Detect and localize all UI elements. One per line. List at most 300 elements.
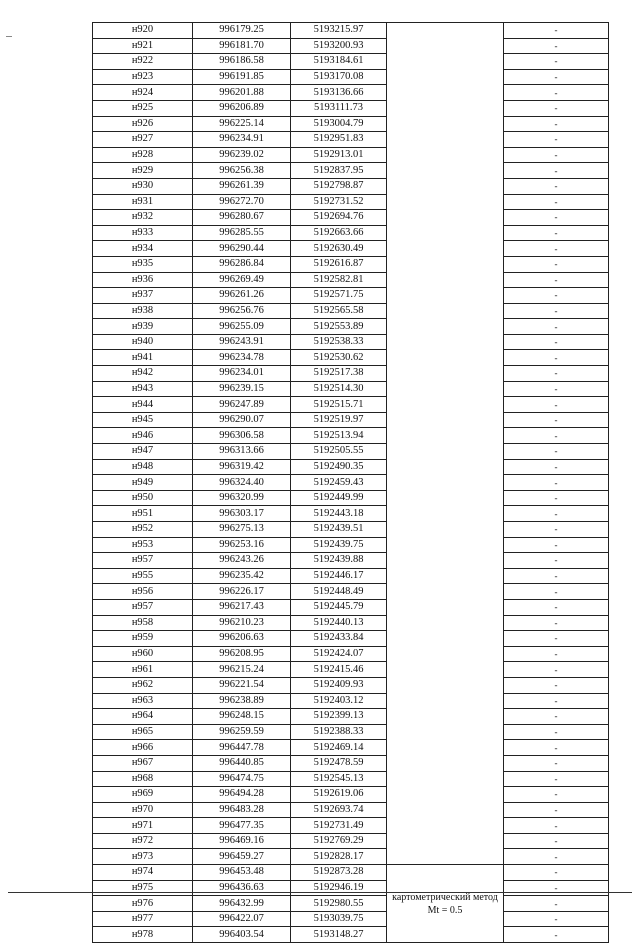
y-coordinate-cell: 5192530.62 bbox=[291, 350, 387, 366]
x-coordinate-cell: 996206.89 bbox=[193, 100, 291, 116]
y-coordinate-cell: 5192415.46 bbox=[291, 662, 387, 678]
y-coordinate-cell: 5192913.01 bbox=[291, 147, 387, 163]
y-coordinate-cell: 5192445.79 bbox=[291, 599, 387, 615]
y-coordinate-cell: 5192693.74 bbox=[291, 802, 387, 818]
x-coordinate-cell: 996477.35 bbox=[193, 818, 291, 834]
blank-cell bbox=[387, 568, 504, 584]
x-coordinate-cell: 996217.43 bbox=[193, 599, 291, 615]
x-coordinate-cell: 996306.58 bbox=[193, 428, 291, 444]
y-coordinate-cell: 5192514.30 bbox=[291, 381, 387, 397]
y-coordinate-cell: 5192571.75 bbox=[291, 288, 387, 304]
table-row bbox=[93, 724, 609, 740]
table-row bbox=[93, 911, 609, 927]
x-coordinate-cell: 996285.55 bbox=[193, 225, 291, 241]
x-coordinate-cell: 996286.84 bbox=[193, 256, 291, 272]
y-coordinate-cell: 5193184.61 bbox=[291, 54, 387, 70]
dash-cell: - bbox=[504, 163, 609, 179]
dash-cell: - bbox=[504, 568, 609, 584]
dash-cell: - bbox=[504, 23, 609, 39]
x-coordinate-cell: 996201.88 bbox=[193, 85, 291, 101]
dash-cell: - bbox=[504, 927, 609, 943]
point-id-cell: н934 bbox=[93, 241, 193, 257]
table-row bbox=[93, 116, 609, 132]
x-coordinate-cell: 996403.54 bbox=[193, 927, 291, 943]
dash-cell: - bbox=[504, 350, 609, 366]
table-row bbox=[93, 537, 609, 553]
blank-cell bbox=[387, 506, 504, 522]
dash-cell: - bbox=[504, 459, 609, 475]
point-id-cell: н924 bbox=[93, 85, 193, 101]
table-row bbox=[93, 553, 609, 569]
point-id-cell: н921 bbox=[93, 38, 193, 54]
point-id-cell: н923 bbox=[93, 69, 193, 85]
blank-cell bbox=[387, 412, 504, 428]
blank-cell bbox=[387, 85, 504, 101]
x-coordinate-cell: 996239.02 bbox=[193, 147, 291, 163]
table-row bbox=[93, 927, 609, 943]
x-coordinate-cell: 996494.28 bbox=[193, 787, 291, 803]
y-coordinate-cell: 5192403.12 bbox=[291, 693, 387, 709]
blank-cell bbox=[387, 163, 504, 179]
point-id-cell: н962 bbox=[93, 677, 193, 693]
y-coordinate-cell: 5192490.35 bbox=[291, 459, 387, 475]
x-coordinate-cell: 996247.89 bbox=[193, 397, 291, 413]
point-id-cell: н961 bbox=[93, 662, 193, 678]
x-coordinate-cell: 996303.17 bbox=[193, 506, 291, 522]
dash-cell: - bbox=[504, 755, 609, 771]
table-row bbox=[93, 787, 609, 803]
blank-cell bbox=[387, 475, 504, 491]
blank-cell bbox=[387, 381, 504, 397]
blank-cell bbox=[387, 755, 504, 771]
x-coordinate-cell: 996248.15 bbox=[193, 709, 291, 725]
blank-cell bbox=[387, 272, 504, 288]
y-coordinate-cell: 5192565.58 bbox=[291, 303, 387, 319]
x-coordinate-cell: 996447.78 bbox=[193, 740, 291, 756]
point-id-cell: н967 bbox=[93, 755, 193, 771]
blank-cell bbox=[387, 428, 504, 444]
table-row bbox=[93, 319, 609, 335]
point-id-cell: н942 bbox=[93, 366, 193, 382]
margin-mark bbox=[6, 36, 12, 37]
y-coordinate-cell: 5192388.33 bbox=[291, 724, 387, 740]
x-coordinate-cell: 996206.63 bbox=[193, 631, 291, 647]
y-coordinate-cell: 5192946.19 bbox=[291, 880, 387, 896]
point-id-cell: н963 bbox=[93, 693, 193, 709]
point-id-cell: н944 bbox=[93, 397, 193, 413]
table-row bbox=[93, 100, 609, 116]
point-id-cell: н955 bbox=[93, 568, 193, 584]
table-row bbox=[93, 412, 609, 428]
x-coordinate-cell: 996256.76 bbox=[193, 303, 291, 319]
y-coordinate-cell: 5192459.43 bbox=[291, 475, 387, 491]
table-row bbox=[93, 631, 609, 647]
x-coordinate-cell: 996181.70 bbox=[193, 38, 291, 54]
dash-cell: - bbox=[504, 724, 609, 740]
y-coordinate-cell: 5192731.52 bbox=[291, 194, 387, 210]
table-row bbox=[93, 147, 609, 163]
y-coordinate-cell: 5192837.95 bbox=[291, 163, 387, 179]
method-note-cell: картометрический метод Mt = 0.5 bbox=[387, 865, 504, 943]
y-coordinate-cell: 5192951.83 bbox=[291, 132, 387, 148]
y-coordinate-cell: 5192439.88 bbox=[291, 553, 387, 569]
table-row bbox=[93, 132, 609, 148]
y-coordinate-cell: 5192433.84 bbox=[291, 631, 387, 647]
y-coordinate-cell: 5192505.55 bbox=[291, 444, 387, 460]
dash-cell: - bbox=[504, 646, 609, 662]
blank-cell bbox=[387, 553, 504, 569]
blank-cell bbox=[387, 584, 504, 600]
x-coordinate-cell: 996483.28 bbox=[193, 802, 291, 818]
point-id-cell: н928 bbox=[93, 147, 193, 163]
y-coordinate-cell: 5193136.66 bbox=[291, 85, 387, 101]
blank-cell bbox=[387, 38, 504, 54]
x-coordinate-cell: 996459.27 bbox=[193, 849, 291, 865]
point-id-cell: н926 bbox=[93, 116, 193, 132]
point-id-cell: н927 bbox=[93, 132, 193, 148]
blank-cell bbox=[387, 709, 504, 725]
blank-cell bbox=[387, 69, 504, 85]
y-coordinate-cell: 5192469.14 bbox=[291, 740, 387, 756]
dash-cell: - bbox=[504, 475, 609, 491]
dash-cell: - bbox=[504, 428, 609, 444]
dash-cell: - bbox=[504, 147, 609, 163]
dash-cell: - bbox=[504, 490, 609, 506]
point-id-cell: н943 bbox=[93, 381, 193, 397]
dash-cell: - bbox=[504, 896, 609, 912]
y-coordinate-cell: 5192478.59 bbox=[291, 755, 387, 771]
point-id-cell: н964 bbox=[93, 709, 193, 725]
y-coordinate-cell: 5192439.51 bbox=[291, 522, 387, 538]
point-id-cell: н940 bbox=[93, 334, 193, 350]
point-id-cell: н922 bbox=[93, 54, 193, 70]
blank-cell bbox=[387, 677, 504, 693]
dash-cell: - bbox=[504, 303, 609, 319]
blank-cell bbox=[387, 522, 504, 538]
y-coordinate-cell: 5193215.97 bbox=[291, 23, 387, 39]
dash-cell: - bbox=[504, 553, 609, 569]
dash-cell: - bbox=[504, 880, 609, 896]
blank-cell bbox=[387, 23, 504, 39]
x-coordinate-cell: 996234.78 bbox=[193, 350, 291, 366]
y-coordinate-cell: 5192663.66 bbox=[291, 225, 387, 241]
table-row bbox=[93, 646, 609, 662]
blank-cell bbox=[387, 54, 504, 70]
blank-cell bbox=[387, 599, 504, 615]
x-coordinate-cell: 996319.42 bbox=[193, 459, 291, 475]
x-coordinate-cell: 996210.23 bbox=[193, 615, 291, 631]
point-id-cell: н965 bbox=[93, 724, 193, 740]
dash-cell: - bbox=[504, 397, 609, 413]
dash-cell: - bbox=[504, 802, 609, 818]
table-row bbox=[93, 880, 609, 896]
dash-cell: - bbox=[504, 537, 609, 553]
blank-cell bbox=[387, 225, 504, 241]
table-row bbox=[93, 865, 609, 881]
point-id-cell: н958 bbox=[93, 615, 193, 631]
table-row bbox=[93, 69, 609, 85]
blank-cell bbox=[387, 459, 504, 475]
x-coordinate-cell: 996234.91 bbox=[193, 132, 291, 148]
y-coordinate-cell: 5192443.18 bbox=[291, 506, 387, 522]
y-coordinate-cell: 5193200.93 bbox=[291, 38, 387, 54]
table-row bbox=[93, 272, 609, 288]
table-row bbox=[93, 178, 609, 194]
table-row bbox=[93, 194, 609, 210]
y-coordinate-cell: 5192798.87 bbox=[291, 178, 387, 194]
point-id-cell: н976 bbox=[93, 896, 193, 912]
point-id-cell: н938 bbox=[93, 303, 193, 319]
point-id-cell: н971 bbox=[93, 818, 193, 834]
y-coordinate-cell: 5192616.87 bbox=[291, 256, 387, 272]
dash-cell: - bbox=[504, 412, 609, 428]
point-id-cell: н957 bbox=[93, 599, 193, 615]
table-row bbox=[93, 54, 609, 70]
dash-cell: - bbox=[504, 522, 609, 538]
dash-cell: - bbox=[504, 833, 609, 849]
y-coordinate-cell: 5192448.49 bbox=[291, 584, 387, 600]
dash-cell: - bbox=[504, 849, 609, 865]
x-coordinate-cell: 996255.09 bbox=[193, 319, 291, 335]
point-id-cell: н970 bbox=[93, 802, 193, 818]
blank-cell bbox=[387, 334, 504, 350]
y-coordinate-cell: 5192515.71 bbox=[291, 397, 387, 413]
table-row bbox=[93, 584, 609, 600]
x-coordinate-cell: 996243.26 bbox=[193, 553, 291, 569]
table-row bbox=[93, 818, 609, 834]
point-id-cell: н960 bbox=[93, 646, 193, 662]
blank-cell bbox=[387, 178, 504, 194]
y-coordinate-cell: 5192731.49 bbox=[291, 818, 387, 834]
x-coordinate-cell: 996256.38 bbox=[193, 163, 291, 179]
dash-cell: - bbox=[504, 132, 609, 148]
x-coordinate-cell: 996261.26 bbox=[193, 288, 291, 304]
table-row bbox=[93, 599, 609, 615]
blank-cell bbox=[387, 100, 504, 116]
dash-cell: - bbox=[504, 194, 609, 210]
table-row bbox=[93, 833, 609, 849]
dash-cell: - bbox=[504, 693, 609, 709]
x-coordinate-cell: 996243.91 bbox=[193, 334, 291, 350]
dash-cell: - bbox=[504, 865, 609, 881]
blank-cell bbox=[387, 849, 504, 865]
coordinates-table bbox=[92, 22, 609, 943]
dash-cell: - bbox=[504, 319, 609, 335]
dash-cell: - bbox=[504, 787, 609, 803]
blank-cell bbox=[387, 537, 504, 553]
point-id-cell: н973 bbox=[93, 849, 193, 865]
dash-cell: - bbox=[504, 506, 609, 522]
table-row bbox=[93, 475, 609, 491]
y-coordinate-cell: 5193111.73 bbox=[291, 100, 387, 116]
dash-cell: - bbox=[504, 225, 609, 241]
table-row bbox=[93, 256, 609, 272]
dash-cell: - bbox=[504, 272, 609, 288]
x-coordinate-cell: 996226.17 bbox=[193, 584, 291, 600]
table-row bbox=[93, 459, 609, 475]
dash-cell: - bbox=[504, 256, 609, 272]
table-row bbox=[93, 615, 609, 631]
y-coordinate-cell: 5192439.75 bbox=[291, 537, 387, 553]
point-id-cell: н947 bbox=[93, 444, 193, 460]
x-coordinate-cell: 996272.70 bbox=[193, 194, 291, 210]
x-coordinate-cell: 996324.40 bbox=[193, 475, 291, 491]
y-coordinate-cell: 5193039.75 bbox=[291, 911, 387, 927]
y-coordinate-cell: 5192446.17 bbox=[291, 568, 387, 584]
blank-cell bbox=[387, 366, 504, 382]
y-coordinate-cell: 5192519.97 bbox=[291, 412, 387, 428]
x-coordinate-cell: 996320.99 bbox=[193, 490, 291, 506]
dash-cell: - bbox=[504, 210, 609, 226]
blank-cell bbox=[387, 303, 504, 319]
point-id-cell: н936 bbox=[93, 272, 193, 288]
table-row bbox=[93, 210, 609, 226]
x-coordinate-cell: 996261.39 bbox=[193, 178, 291, 194]
x-coordinate-cell: 996432.99 bbox=[193, 896, 291, 912]
table-row bbox=[93, 693, 609, 709]
point-id-cell: н930 bbox=[93, 178, 193, 194]
table-row bbox=[93, 334, 609, 350]
y-coordinate-cell: 5192873.28 bbox=[291, 865, 387, 881]
x-coordinate-cell: 996221.54 bbox=[193, 677, 291, 693]
blank-cell bbox=[387, 771, 504, 787]
dash-cell: - bbox=[504, 69, 609, 85]
x-coordinate-cell: 996290.07 bbox=[193, 412, 291, 428]
x-coordinate-cell: 996259.59 bbox=[193, 724, 291, 740]
point-id-cell: н939 bbox=[93, 319, 193, 335]
blank-cell bbox=[387, 132, 504, 148]
dash-cell: - bbox=[504, 740, 609, 756]
blank-cell bbox=[387, 256, 504, 272]
y-coordinate-cell: 5192769.29 bbox=[291, 833, 387, 849]
point-id-cell: н978 bbox=[93, 927, 193, 943]
y-coordinate-cell: 5192449.99 bbox=[291, 490, 387, 506]
x-coordinate-cell: 996234.01 bbox=[193, 366, 291, 382]
dash-cell: - bbox=[504, 818, 609, 834]
y-coordinate-cell: 5193148.27 bbox=[291, 927, 387, 943]
x-coordinate-cell: 996269.49 bbox=[193, 272, 291, 288]
bottom-rule bbox=[8, 892, 632, 893]
table-row bbox=[93, 755, 609, 771]
dash-cell: - bbox=[504, 54, 609, 70]
table-row bbox=[93, 662, 609, 678]
x-coordinate-cell: 996253.16 bbox=[193, 537, 291, 553]
dash-cell: - bbox=[504, 444, 609, 460]
table-row bbox=[93, 288, 609, 304]
y-coordinate-cell: 5193170.08 bbox=[291, 69, 387, 85]
blank-cell bbox=[387, 833, 504, 849]
blank-cell bbox=[387, 241, 504, 257]
table-row bbox=[93, 163, 609, 179]
point-id-cell: н941 bbox=[93, 350, 193, 366]
dash-cell: - bbox=[504, 334, 609, 350]
y-coordinate-cell: 5192513.94 bbox=[291, 428, 387, 444]
table-row bbox=[93, 849, 609, 865]
table-row bbox=[93, 506, 609, 522]
dash-cell: - bbox=[504, 288, 609, 304]
point-id-cell: н974 bbox=[93, 865, 193, 881]
blank-cell bbox=[387, 724, 504, 740]
table-row bbox=[93, 709, 609, 725]
x-coordinate-cell: 996186.58 bbox=[193, 54, 291, 70]
y-coordinate-cell: 5192399.13 bbox=[291, 709, 387, 725]
point-id-cell: н945 bbox=[93, 412, 193, 428]
dash-cell: - bbox=[504, 631, 609, 647]
blank-cell bbox=[387, 288, 504, 304]
table-row bbox=[93, 85, 609, 101]
table-row bbox=[93, 522, 609, 538]
y-coordinate-cell: 5192582.81 bbox=[291, 272, 387, 288]
dash-cell: - bbox=[504, 85, 609, 101]
y-coordinate-cell: 5192694.76 bbox=[291, 210, 387, 226]
point-id-cell: н969 bbox=[93, 787, 193, 803]
table-row bbox=[93, 444, 609, 460]
dash-cell: - bbox=[504, 709, 609, 725]
dash-cell: - bbox=[504, 381, 609, 397]
x-coordinate-cell: 996422.07 bbox=[193, 911, 291, 927]
table-row bbox=[93, 802, 609, 818]
blank-cell bbox=[387, 444, 504, 460]
y-coordinate-cell: 5192545.13 bbox=[291, 771, 387, 787]
table-row bbox=[93, 23, 609, 39]
blank-cell bbox=[387, 646, 504, 662]
x-coordinate-cell: 996469.16 bbox=[193, 833, 291, 849]
x-coordinate-cell: 996239.15 bbox=[193, 381, 291, 397]
table-row bbox=[93, 490, 609, 506]
y-coordinate-cell: 5192424.07 bbox=[291, 646, 387, 662]
point-id-cell: н937 bbox=[93, 288, 193, 304]
y-coordinate-cell: 5192409.93 bbox=[291, 677, 387, 693]
point-id-cell: н975 bbox=[93, 880, 193, 896]
blank-cell bbox=[387, 631, 504, 647]
point-id-cell: н925 bbox=[93, 100, 193, 116]
coordinates-table-body bbox=[93, 23, 609, 943]
table-row bbox=[93, 428, 609, 444]
x-coordinate-cell: 996225.14 bbox=[193, 116, 291, 132]
x-coordinate-cell: 996290.44 bbox=[193, 241, 291, 257]
x-coordinate-cell: 996474.75 bbox=[193, 771, 291, 787]
dash-cell: - bbox=[504, 38, 609, 54]
y-coordinate-cell: 5192553.89 bbox=[291, 319, 387, 335]
blank-cell bbox=[387, 350, 504, 366]
point-id-cell: н920 bbox=[93, 23, 193, 39]
point-id-cell: н956 bbox=[93, 584, 193, 600]
blank-cell bbox=[387, 210, 504, 226]
x-coordinate-cell: 996313.66 bbox=[193, 444, 291, 460]
table-row bbox=[93, 241, 609, 257]
table-row bbox=[93, 366, 609, 382]
table-row bbox=[93, 397, 609, 413]
blank-cell bbox=[387, 194, 504, 210]
dash-cell: - bbox=[504, 662, 609, 678]
point-id-cell: н950 bbox=[93, 490, 193, 506]
point-id-cell: н957 bbox=[93, 553, 193, 569]
table-row bbox=[93, 896, 609, 912]
point-id-cell: н931 bbox=[93, 194, 193, 210]
blank-cell bbox=[387, 615, 504, 631]
x-coordinate-cell: 996275.13 bbox=[193, 522, 291, 538]
blank-cell bbox=[387, 662, 504, 678]
point-id-cell: н932 bbox=[93, 210, 193, 226]
dash-cell: - bbox=[504, 677, 609, 693]
dash-cell: - bbox=[504, 584, 609, 600]
dash-cell: - bbox=[504, 771, 609, 787]
point-id-cell: н968 bbox=[93, 771, 193, 787]
x-coordinate-cell: 996215.24 bbox=[193, 662, 291, 678]
blank-cell bbox=[387, 818, 504, 834]
point-id-cell: н959 bbox=[93, 631, 193, 647]
point-id-cell: н951 bbox=[93, 506, 193, 522]
